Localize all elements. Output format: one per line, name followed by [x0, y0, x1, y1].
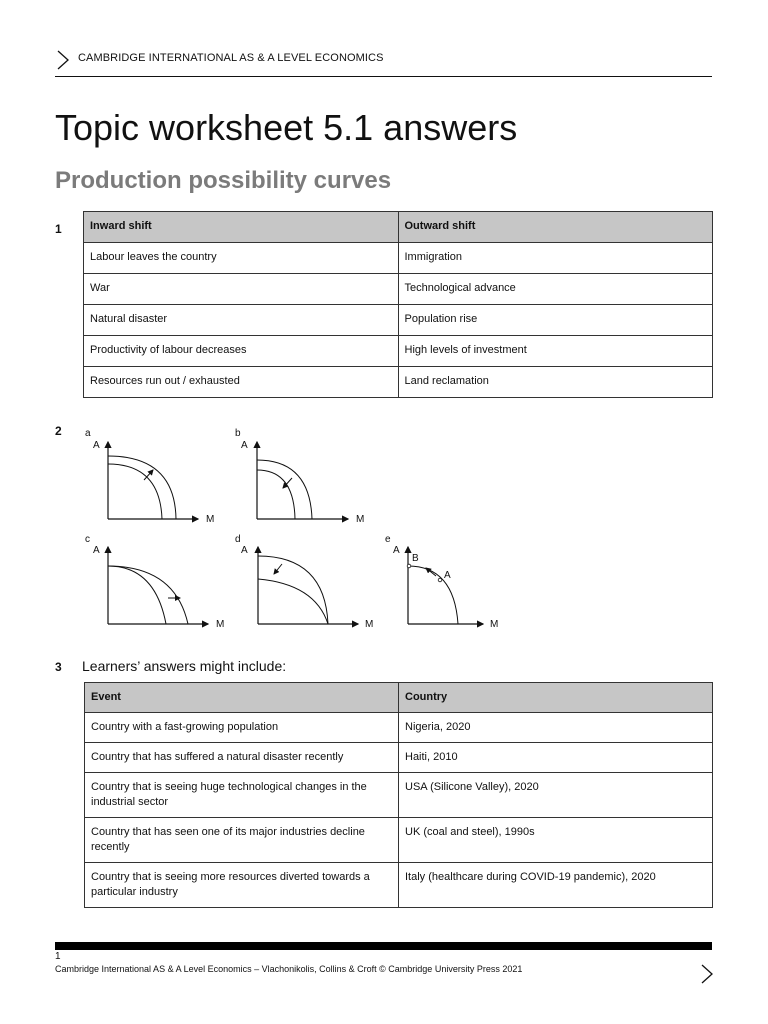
chevron-right-icon[interactable]	[700, 964, 714, 984]
table-cell: UK (coal and steel), 1990s	[399, 818, 713, 863]
table-row	[84, 367, 713, 398]
table-row	[84, 243, 713, 274]
column-header-country: Country	[399, 683, 713, 713]
table-cell: Natural disaster	[84, 305, 399, 336]
table-row	[84, 336, 713, 367]
point-label-b: B	[412, 553, 419, 564]
x-axis-label: M	[490, 619, 499, 630]
table-row	[84, 305, 713, 336]
question-3-intro: Learners’ answers might include:	[82, 658, 287, 674]
event-country-table	[84, 682, 713, 908]
table-cell: Labour leaves the country	[84, 243, 399, 274]
table-row	[85, 773, 713, 818]
column-header-outward: Outward shift	[398, 212, 713, 243]
table-row	[84, 274, 713, 305]
ppc-diagrams	[80, 424, 500, 634]
ppc-diagram-a	[85, 428, 214, 525]
table-cell: War	[84, 274, 399, 305]
table-cell: Land reclamation	[398, 367, 713, 398]
x-axis-label: M	[206, 514, 215, 525]
table-row	[85, 713, 713, 743]
table-cell: Country that is seeing more resources diverted towards a particular industry	[85, 863, 399, 908]
shift-table	[83, 211, 713, 398]
point-label-a: A	[444, 570, 451, 581]
y-axis-label: A	[93, 440, 100, 451]
x-axis-label: M	[356, 514, 365, 525]
ppc-diagram-d	[235, 534, 373, 630]
column-header-inward: Inward shift	[84, 212, 399, 243]
table-cell: Productivity of labour decreases	[84, 336, 399, 367]
diagram-label: a	[85, 428, 91, 439]
column-header-event: Event	[85, 683, 399, 713]
table-header-row	[84, 212, 713, 243]
table-row	[85, 743, 713, 773]
y-axis-label: A	[241, 545, 248, 556]
y-axis-label: A	[93, 545, 100, 556]
table-cell: Resources run out / exhausted	[84, 367, 399, 398]
question-number-1: 1	[55, 222, 62, 236]
table-cell: Country that is seeing huge technological changes in the industrial sector	[85, 773, 399, 818]
table-cell: Country with a fast-growing population	[85, 713, 399, 743]
table-header-row	[85, 683, 713, 713]
ppc-diagram-b	[235, 428, 364, 525]
x-axis-label: M	[365, 619, 374, 630]
question-number-2: 2	[55, 424, 62, 438]
copyright-notice: Cambridge International AS & A Level Economics – Vlachonikolis, Collins & Croft © Cambridge University Press 2021	[55, 964, 523, 974]
table-row	[85, 863, 713, 908]
header-divider	[55, 76, 712, 77]
table-cell: Italy (healthcare during COVID-19 pandemic), 2020	[399, 863, 713, 908]
table-cell: USA (Silicone Valley), 2020	[399, 773, 713, 818]
table-cell: Country that has suffered a natural disaster recently	[85, 743, 399, 773]
chevron-right-icon	[56, 50, 70, 70]
diagram-label: d	[235, 534, 241, 545]
ppc-diagram-e	[385, 534, 498, 630]
table-cell: Country that has seen one of its major industries decline recently	[85, 818, 399, 863]
y-axis-label: A	[393, 545, 400, 556]
table-cell: Nigeria, 2020	[399, 713, 713, 743]
page-number: 1	[55, 951, 61, 962]
page-title: Topic worksheet 5.1 answers	[55, 107, 518, 148]
table-cell: Haiti, 2010	[399, 743, 713, 773]
y-axis-label: A	[241, 440, 248, 451]
table-row	[85, 818, 713, 863]
diagram-label: b	[235, 428, 241, 439]
table-cell: High levels of investment	[398, 336, 713, 367]
running-header: CAMBRIDGE INTERNATIONAL AS & A LEVEL ECONOMICS	[78, 52, 384, 64]
table-cell: Immigration	[398, 243, 713, 274]
ppc-diagram-c	[85, 534, 224, 630]
x-axis-label: M	[216, 619, 225, 630]
diagram-label: c	[85, 534, 90, 545]
question-number-3: 3	[55, 660, 62, 674]
page-subtitle: Production possibility curves	[55, 167, 392, 194]
diagram-label: e	[385, 534, 391, 545]
table-cell: Technological advance	[398, 274, 713, 305]
footer-divider	[55, 942, 712, 950]
table-cell: Population rise	[398, 305, 713, 336]
